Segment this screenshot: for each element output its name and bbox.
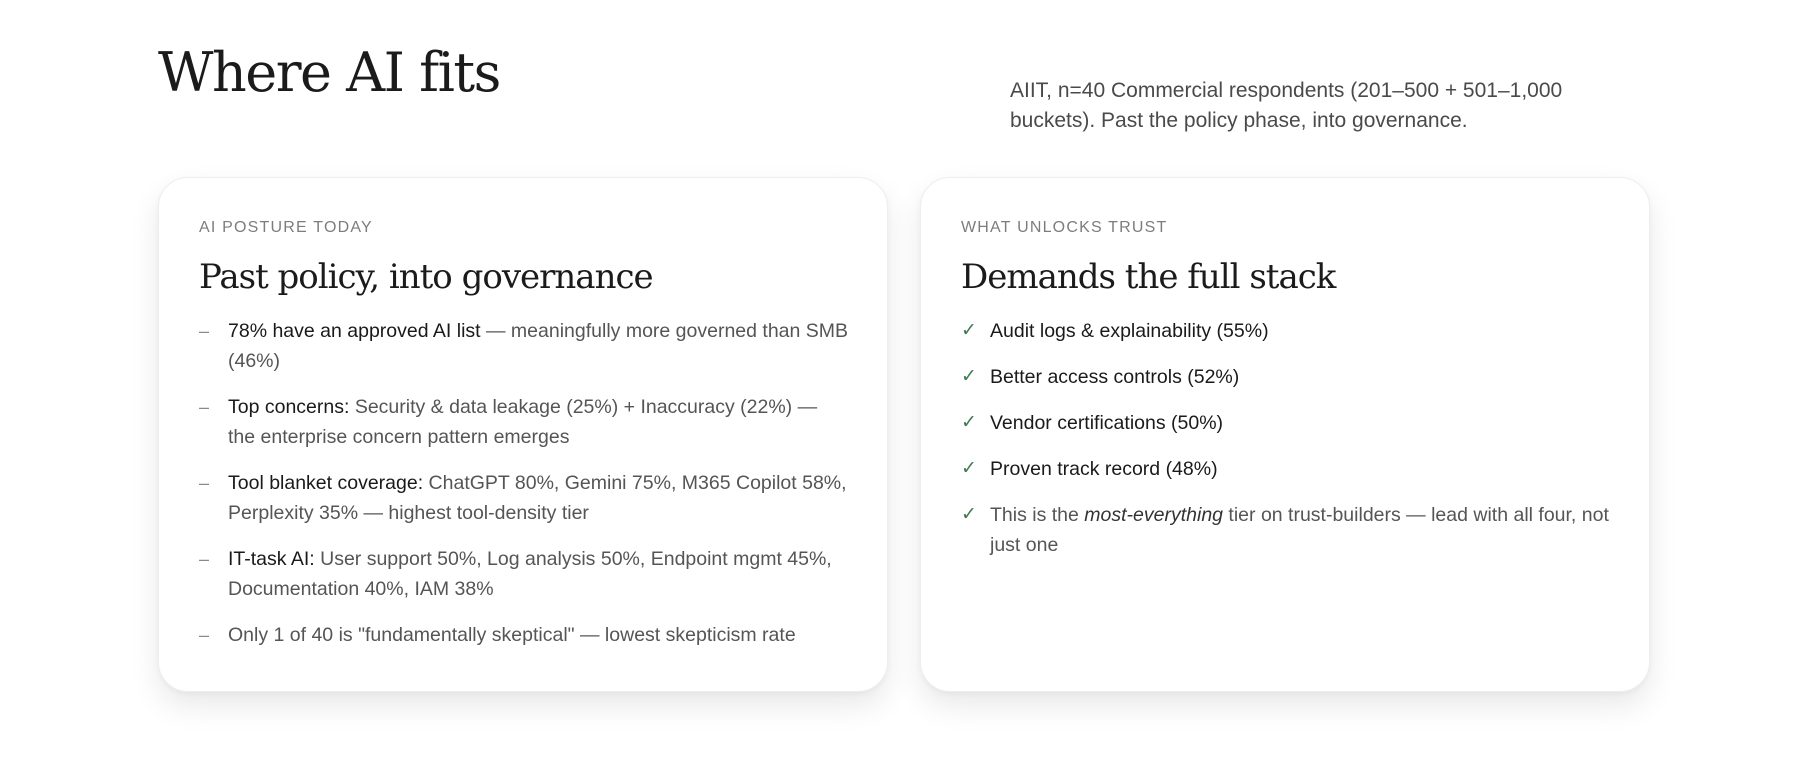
- dash-bullet-icon: –: [199, 473, 210, 493]
- checkmark-icon: ✓: [961, 458, 977, 479]
- checkmark-icon: ✓: [961, 412, 977, 433]
- dash-bullet-icon: –: [199, 321, 210, 341]
- item-text: Only 1 of 40 is "fundamentally skeptical" — lowest skepticism rate: [228, 624, 796, 646]
- list-item: [199, 316, 849, 376]
- item-lead: IT-task AI:: [228, 548, 315, 570]
- trust-list: [961, 316, 1611, 560]
- list-item: [199, 544, 849, 604]
- item-lead: Top concerns:: [228, 396, 350, 418]
- item-text: — meaningfully more governed than SMB (46%): [228, 320, 849, 372]
- item-lead: Tool blanket coverage:: [228, 472, 424, 494]
- page-title: Where AI fits: [158, 41, 500, 104]
- card-heading: Demands the full stack: [961, 257, 1336, 297]
- list-item: [199, 392, 849, 452]
- item-text: ChatGPT 80%, Gemini 75%, M365 Copilot 58%, Perplexity 35% — highest tool-density tier: [228, 472, 847, 524]
- list-item: [961, 500, 1611, 560]
- item-lead: Proven track record (48%): [990, 458, 1218, 480]
- note-prefix: This is the: [990, 504, 1085, 526]
- card-heading: Past policy, into governance: [199, 257, 653, 297]
- item-lead: 78% have an approved AI list: [228, 320, 481, 342]
- item-lead: Better access controls (52%): [990, 366, 1240, 388]
- posture-list: [199, 316, 849, 650]
- list-item: [961, 408, 1611, 438]
- trust-card: [920, 177, 1650, 692]
- dash-bullet-icon: –: [199, 397, 210, 417]
- checkmark-icon: ✓: [961, 366, 977, 387]
- card-eyebrow: WHAT UNLOCKS TRUST: [961, 219, 1168, 236]
- list-item: [961, 362, 1611, 392]
- dash-bullet-icon: –: [199, 549, 210, 569]
- item-text: User support 50%, Log analysis 50%, Endpoint mgmt 45%, Documentation 40%, IAM 38%: [228, 548, 832, 600]
- item-lead: Vendor certifications (50%): [990, 412, 1224, 434]
- checkmark-icon: ✓: [961, 320, 977, 341]
- list-item: [199, 620, 849, 650]
- card-eyebrow: AI POSTURE TODAY: [199, 219, 373, 236]
- list-item: [961, 454, 1611, 484]
- note-emphasis: most-everything: [1084, 504, 1224, 526]
- dash-bullet-icon: –: [199, 625, 210, 645]
- note-suffix: tier on trust-builders — lead with all four, not just one: [990, 504, 1609, 556]
- checkmark-icon: ✓: [961, 504, 977, 525]
- item-lead: Audit logs & explainability (55%): [990, 320, 1269, 342]
- list-item: [199, 468, 849, 528]
- list-item: [961, 316, 1611, 346]
- ai-posture-card: [158, 177, 888, 692]
- page-subtitle: AIIT, n=40 Commercial respondents (201–500 + 501–1,000 buckets). Past the policy phase, into governance.: [1010, 79, 1563, 132]
- item-text: Security & data leakage (25%) + Inaccuracy (22%) — the enterprise concern pattern emerges: [228, 396, 818, 448]
